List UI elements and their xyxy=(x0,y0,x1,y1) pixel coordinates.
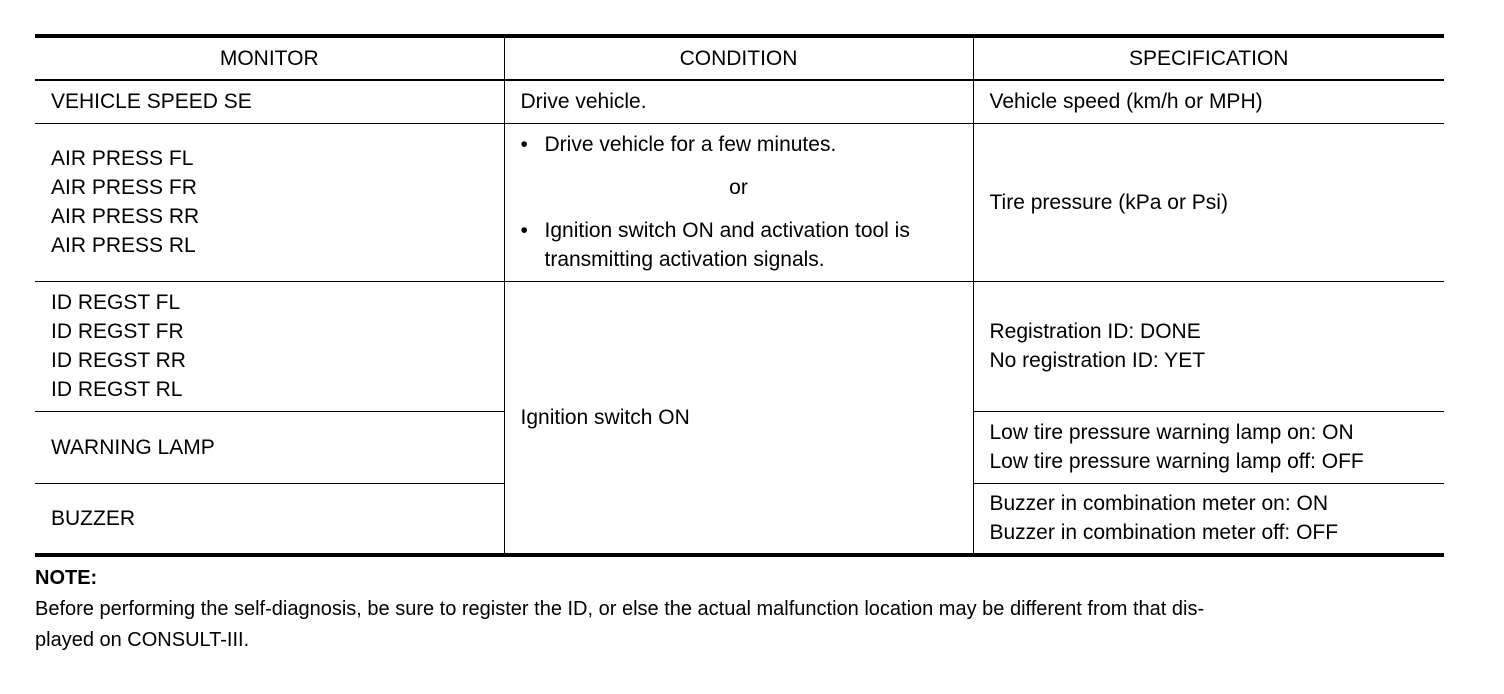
condition-or: or xyxy=(729,176,748,199)
monitor-cell: WARNING LAMP xyxy=(35,411,504,483)
table-header-row xyxy=(35,36,1444,80)
monitor-line: AIR PRESS FR xyxy=(51,176,197,199)
specification-cell: Vehicle speed (km/h or MPH) xyxy=(973,80,1444,123)
header-monitor: MONITOR xyxy=(35,36,504,80)
spec-line: Low tire pressure warning lamp on: ON xyxy=(989,421,1354,444)
spec-line: Buzzer in combination meter on: ON xyxy=(989,492,1328,516)
spec-line: Buzzer in combination meter off: OFF xyxy=(989,521,1339,545)
bullet-icon: • xyxy=(520,219,528,242)
condition-cell: Drive vehicle. xyxy=(504,80,973,123)
condition-bullet xyxy=(521,216,957,274)
spec-line: Low tire pressure warning lamp off: OFF xyxy=(989,450,1364,473)
condition-bullet xyxy=(521,130,957,159)
specification-cell xyxy=(973,281,1444,411)
note-body-line: played on CONSULT-III. xyxy=(35,629,250,651)
spec-line: Registration ID: DONE xyxy=(989,320,1201,343)
header-condition: CONDITION xyxy=(504,36,973,80)
bullet-text: Drive vehicle for a few minutes. xyxy=(544,133,837,156)
specification-cell: Tire pressure (kPa or Psi) xyxy=(973,123,1444,281)
spec-line: No registration ID: YET xyxy=(989,349,1206,372)
monitor-line: AIR PRESS RL xyxy=(51,234,196,257)
condition-cell-shared: Ignition switch ON xyxy=(504,281,973,555)
bullet-text-line: Ignition switch ON and activation tool is xyxy=(544,219,910,242)
note-block xyxy=(35,563,1442,656)
header-specification: SPECIFICATION xyxy=(973,36,1444,80)
bullet-icon: • xyxy=(520,133,528,156)
monitor-cell: BUZZER xyxy=(35,483,504,555)
monitor-cell xyxy=(35,123,504,281)
monitor-line: AIR PRESS RR xyxy=(51,205,200,228)
monitor-cell: VEHICLE SPEED SE xyxy=(35,80,504,123)
monitor-line: ID REGST RL xyxy=(51,378,183,401)
condition-cell xyxy=(504,123,973,281)
note-title: NOTE: xyxy=(35,567,98,589)
table-row xyxy=(35,80,1444,123)
monitor-spec-table xyxy=(35,34,1444,557)
note-body-line: Before performing the self-diagnosis, be sure to register the ID, or else the actual malfunction location may be different from that dis- xyxy=(35,598,1205,620)
monitor-line: ID REGST FR xyxy=(51,320,184,343)
monitor-line: ID REGST RR xyxy=(51,349,186,372)
monitor-cell xyxy=(35,281,504,411)
bullet-text-line: transmitting activation signals. xyxy=(544,248,825,271)
monitor-line: ID REGST FL xyxy=(51,291,181,314)
table-row xyxy=(35,123,1444,281)
specification-cell xyxy=(973,483,1444,555)
table-row xyxy=(35,281,1444,411)
specification-cell xyxy=(973,411,1444,483)
monitor-line: AIR PRESS FL xyxy=(51,147,194,170)
